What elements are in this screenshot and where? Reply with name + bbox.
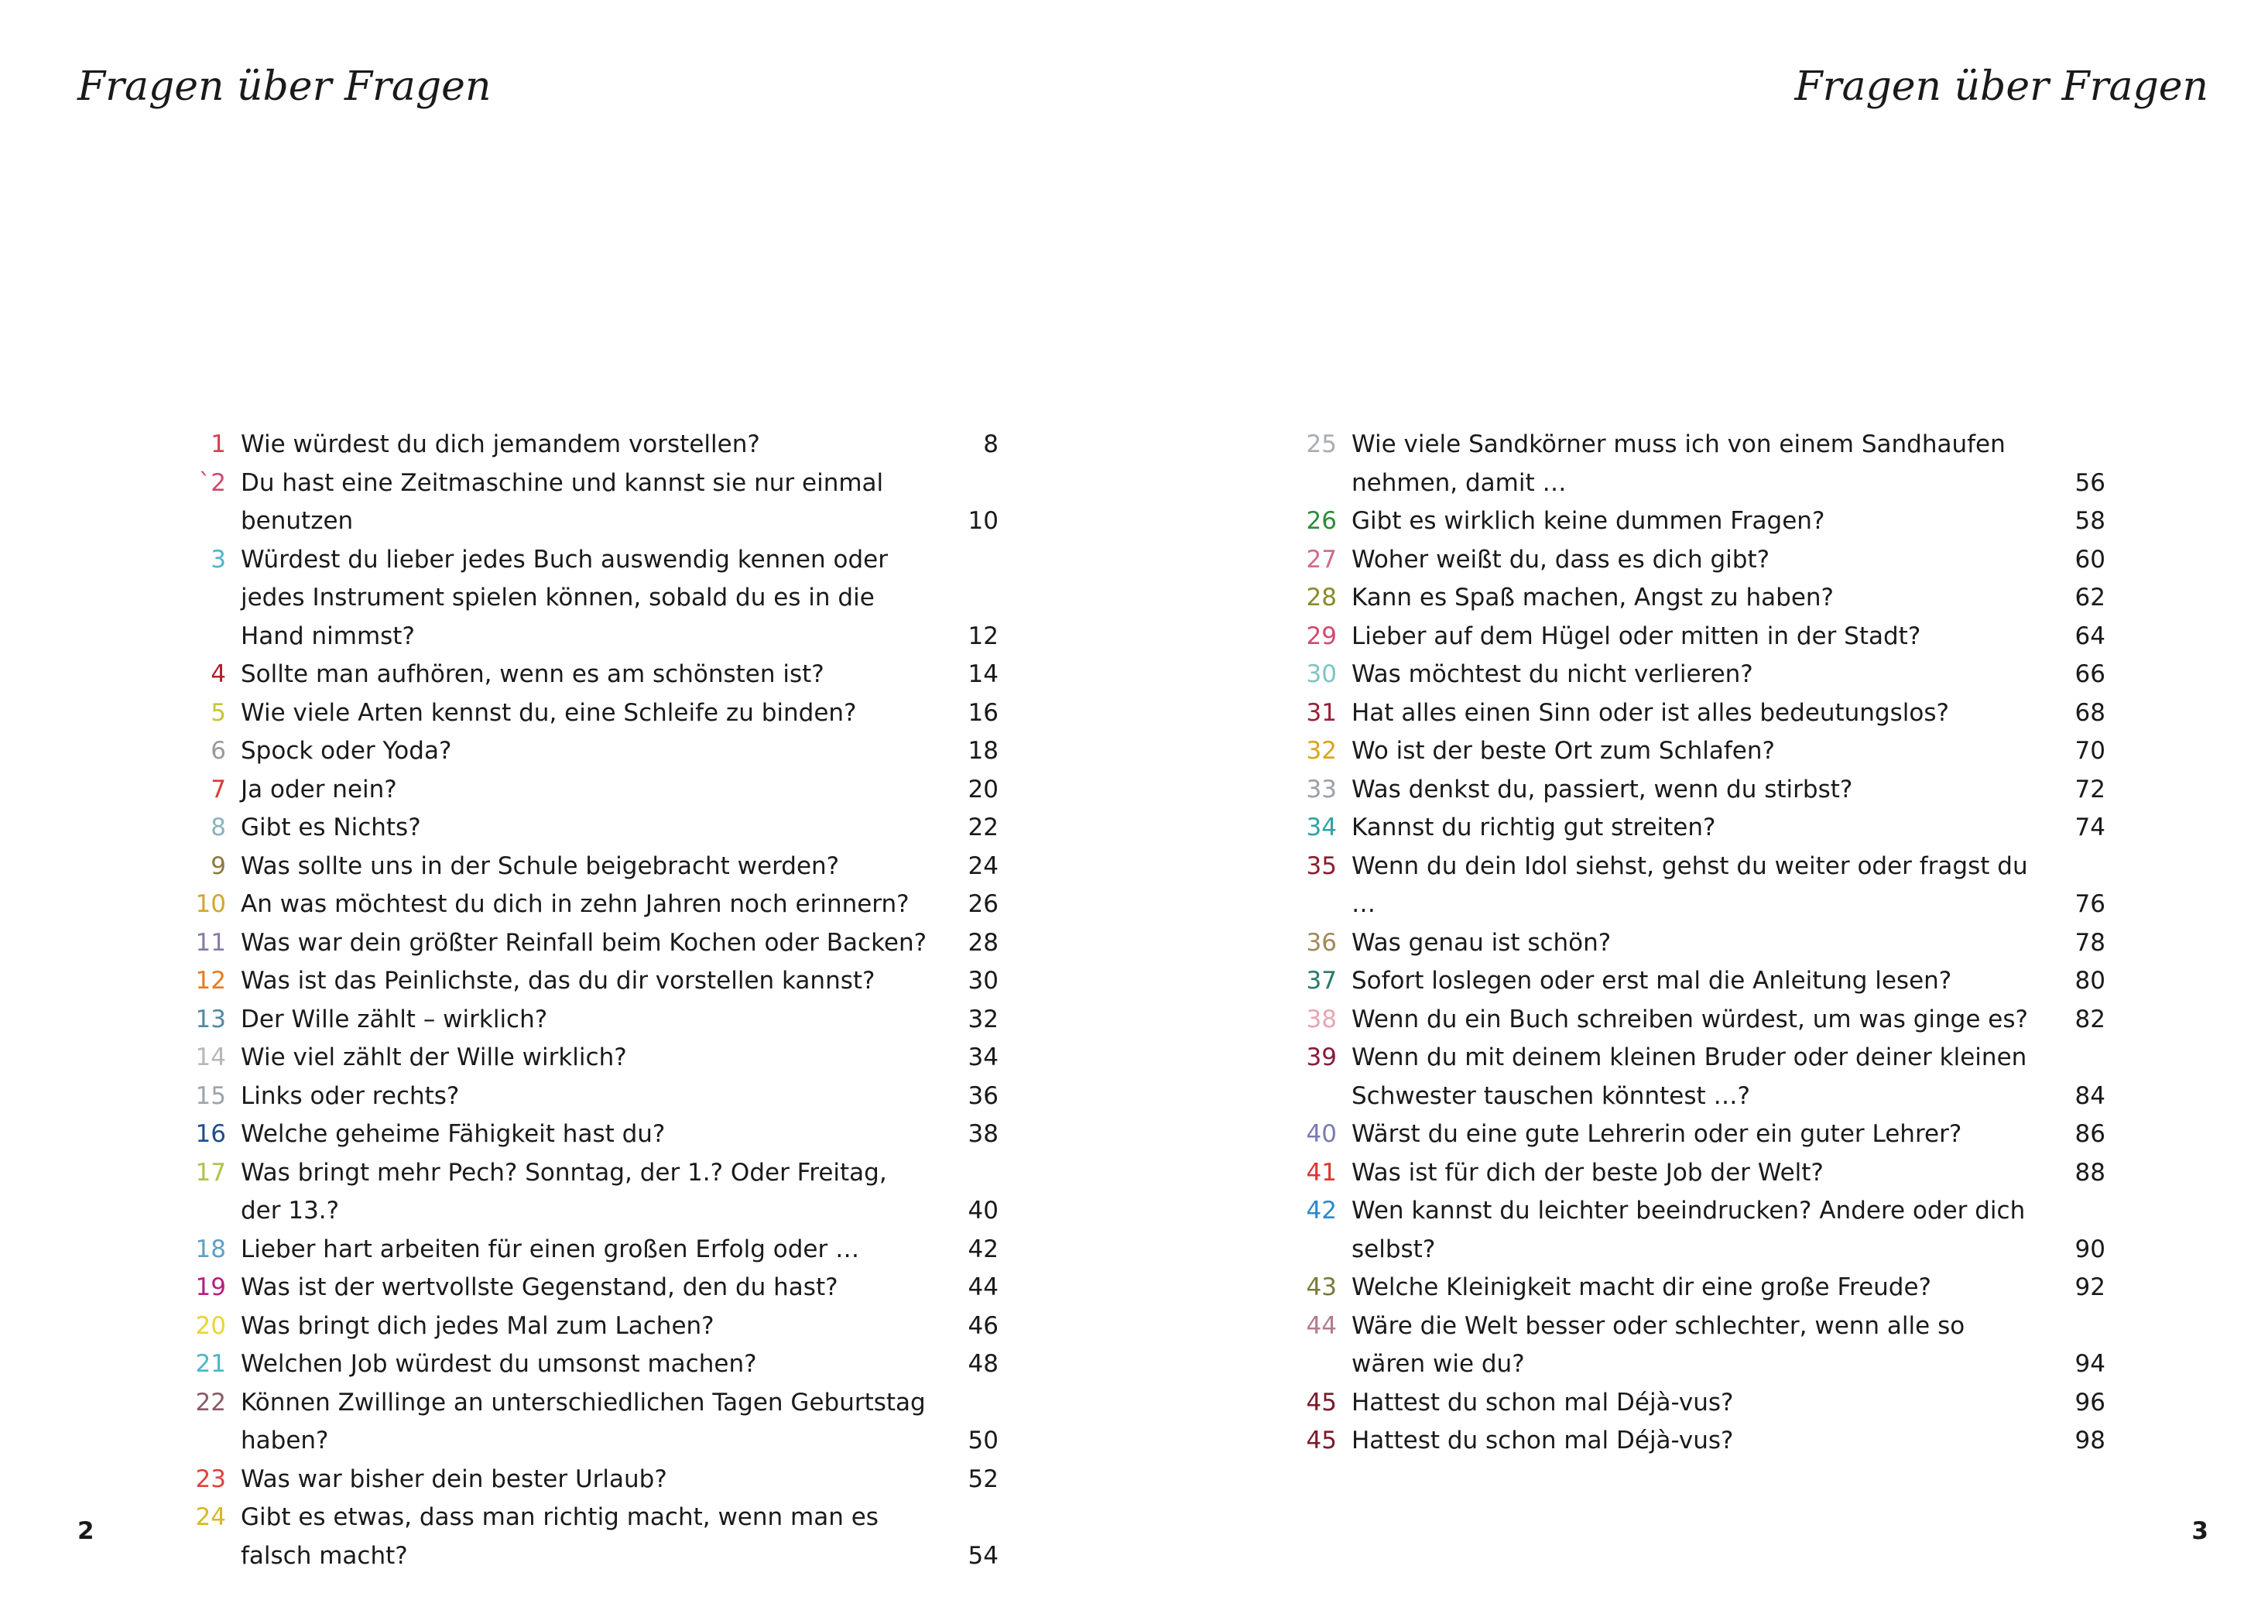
- question-number: 17: [195, 1158, 226, 1187]
- question-text: Der Wille zählt – wirklich?: [241, 1005, 548, 1033]
- question-text: Welche Kleinigkeit macht dir eine große Freude?: [1352, 1273, 1932, 1301]
- page-reference: 26: [968, 890, 999, 918]
- page-reference: 22: [968, 814, 999, 841]
- question-number: 32: [1306, 737, 1337, 765]
- question-text: Was ist für dich der beste Job der Welt?: [1352, 1158, 1824, 1187]
- page-reference: 78: [2074, 928, 2105, 957]
- question-number: 43: [1306, 1273, 1337, 1301]
- page-reference: 38: [968, 1120, 999, 1148]
- toc-entry: [178, 1384, 999, 1461]
- table-of-contents: [1289, 426, 2105, 1461]
- toc-entry: [178, 1269, 999, 1307]
- question-text: Wen kannst du leichter beeindrucken? Andere oder dich selbst?: [1352, 1197, 2026, 1263]
- question-number: 7: [211, 775, 226, 803]
- toc-entry: [1289, 848, 2105, 924]
- toc-entry: [178, 1499, 999, 1575]
- toc-entry: [178, 1461, 999, 1499]
- question-text: Spock oder Yoda?: [241, 737, 452, 765]
- question-text: Was sollte uns in der Schule beigebracht werden?: [241, 851, 840, 880]
- toc-entry: [1289, 809, 2105, 848]
- question-number: 27: [1306, 545, 1337, 574]
- question-text: Hat alles einen Sinn oder ist alles bedeutungslos?: [1352, 698, 1949, 727]
- toc-entry: [1289, 541, 2105, 580]
- question-number: 21: [195, 1350, 226, 1378]
- page-reference: 14: [968, 660, 999, 688]
- question-number: 15: [195, 1081, 226, 1110]
- question-text: Wie viele Sandkörner muss ich von einem Sandhaufen nehmen, damit …: [1352, 430, 2006, 497]
- question-text: Wärst du eine gute Lehrerin oder ein guter Lehrer?: [1352, 1120, 1962, 1148]
- question-number: 39: [1306, 1043, 1337, 1071]
- page-reference: 66: [2074, 660, 2105, 688]
- question-number: 42: [1306, 1197, 1337, 1225]
- toc-entry: [178, 1078, 999, 1116]
- question-text: Woher weißt du, dass es dich gibt?: [1352, 545, 1770, 574]
- question-text: Wenn du mit deinem kleinen Bruder oder deiner kleinen Schwester tauschen könntest …?: [1352, 1043, 2027, 1110]
- toc-entry: [1289, 1154, 2105, 1193]
- question-number: 38: [1306, 1005, 1337, 1033]
- question-text: Welche geheime Fähigkeit hast du?: [241, 1120, 666, 1148]
- question-text: Sollte man aufhören, wenn es am schönsten ist?: [241, 660, 824, 688]
- question-text: Sofort loslegen oder erst mal die Anleitung lesen?: [1352, 967, 1952, 995]
- toc-entry: [178, 732, 999, 771]
- question-number: 36: [1306, 928, 1337, 957]
- question-text: Gibt es wirklich keine dummen Fragen?: [1352, 507, 1825, 535]
- toc-entry: [178, 426, 999, 464]
- page-reference: 10: [968, 507, 999, 535]
- toc-entry: [178, 924, 999, 963]
- page-number: 3: [2191, 1517, 2208, 1545]
- page-reference: 90: [2074, 1235, 2105, 1263]
- question-number: 10: [195, 890, 226, 918]
- question-text: Was bringt mehr Pech? Sonntag, der 1.? Oder Freitag, der 13.?: [241, 1158, 887, 1225]
- page-reference: 62: [2074, 584, 2105, 612]
- toc-entry: [1289, 771, 2105, 810]
- question-text: Was ist das Peinlichste, das du dir vorstellen kannst?: [241, 967, 875, 995]
- page-reference: 64: [2074, 622, 2105, 650]
- toc-entry: [178, 886, 999, 924]
- toc-entry: [1289, 1192, 2105, 1269]
- question-text: Links oder rechts?: [241, 1081, 460, 1110]
- question-number: 6: [211, 737, 226, 765]
- question-text: Welchen Job würdest du umsonst machen?: [241, 1350, 757, 1378]
- question-number: 3: [211, 545, 226, 574]
- question-text: Was möchtest du nicht verlieren?: [1352, 660, 1753, 688]
- toc-entry: [178, 541, 999, 656]
- right-page: [1134, 0, 2268, 1624]
- question-number: 45: [1306, 1427, 1337, 1454]
- question-text: Was war dein größter Reinfall beim Kochen oder Backen?: [241, 928, 927, 957]
- page-reference: 96: [2074, 1388, 2105, 1417]
- question-text: Kann es Spaß machen, Angst zu haben?: [1352, 584, 1835, 612]
- toc-entry: [178, 848, 999, 886]
- question-text: Kannst du richtig gut streiten?: [1352, 814, 1716, 841]
- toc-entry: [1289, 694, 2105, 733]
- question-text: Was genau ist schön?: [1352, 928, 1612, 957]
- toc-entry: [178, 1115, 999, 1154]
- toc-entry: [178, 1039, 999, 1078]
- question-number: 33: [1306, 775, 1337, 803]
- question-text: Würdest du lieber jedes Buch auswendig kennen oder jedes Instrument spielen können, sobald du es in die Hand nimmst?: [241, 545, 888, 650]
- page-reference: 60: [2074, 545, 2105, 574]
- page-reference: 32: [968, 1005, 999, 1033]
- question-number: 30: [1306, 660, 1337, 688]
- question-number: 34: [1306, 814, 1337, 841]
- toc-entry: [1289, 732, 2105, 771]
- question-text: An was möchtest du dich in zehn Jahren noch erinnern?: [241, 890, 910, 918]
- toc-entry: [1289, 656, 2105, 694]
- question-text: Wäre die Welt besser oder schlechter, wenn alle so wären wie du?: [1352, 1311, 1965, 1378]
- question-text: Wenn du dein Idol siehst, gehst du weiter oder fragst du …: [1352, 851, 2028, 918]
- page-title: Fragen über Fragen: [1794, 63, 2208, 110]
- question-number: 44: [1306, 1311, 1337, 1340]
- toc-entry: [178, 1154, 999, 1231]
- question-number: 9: [211, 851, 226, 880]
- question-text: Wenn du ein Buch schreiben würdest, um was ginge es?: [1352, 1005, 2028, 1033]
- page-reference: 36: [968, 1081, 999, 1110]
- page-reference: 40: [968, 1197, 999, 1225]
- toc-entry: [1289, 1422, 2105, 1461]
- page-reference: 56: [2074, 468, 2105, 497]
- question-number: 31: [1306, 698, 1337, 727]
- toc-entry: [1289, 1115, 2105, 1154]
- toc-entry: [178, 962, 999, 1001]
- question-text: Gibt es etwas, dass man richtig macht, wenn man es falsch macht?: [241, 1503, 879, 1570]
- page-reference: 46: [968, 1311, 999, 1340]
- question-number: 26: [1306, 507, 1337, 535]
- question-number: 37: [1306, 967, 1337, 995]
- toc-entry: [178, 809, 999, 848]
- page-reference: 50: [968, 1427, 999, 1454]
- page-reference: 42: [968, 1235, 999, 1263]
- toc-entry: [1289, 1307, 2105, 1384]
- page-reference: 12: [968, 622, 999, 650]
- toc-entry: [1289, 426, 2105, 502]
- question-number: 22: [195, 1388, 226, 1417]
- page-number: 2: [77, 1517, 94, 1545]
- table-of-contents: [178, 426, 999, 1575]
- page-reference: 30: [968, 967, 999, 995]
- question-text: Können Zwillinge an unterschiedlichen Tagen Geburtstag haben?: [241, 1388, 926, 1454]
- question-number: 18: [195, 1235, 226, 1263]
- question-number: 41: [1306, 1158, 1337, 1187]
- question-number: 1: [211, 430, 226, 458]
- toc-entry: [178, 1307, 999, 1346]
- page-reference: 92: [2074, 1273, 2105, 1301]
- question-text: Gibt es Nichts?: [241, 814, 421, 841]
- page-reference: 70: [2074, 737, 2105, 765]
- question-number: 35: [1306, 851, 1337, 880]
- question-number: 25: [1306, 430, 1337, 458]
- page-reference: 58: [2074, 507, 2105, 535]
- page-reference: 16: [968, 698, 999, 727]
- question-text: Was denkst du, passiert, wenn du stirbst?: [1352, 775, 1853, 803]
- page-reference: 18: [968, 737, 999, 765]
- page-reference: 94: [2074, 1350, 2105, 1378]
- page-reference: 74: [2074, 814, 2105, 841]
- question-text: Was ist der wertvollste Gegenstand, den du hast?: [241, 1273, 838, 1301]
- page-reference: 80: [2074, 967, 2105, 995]
- question-number: 20: [195, 1311, 226, 1340]
- toc-entry: [178, 1001, 999, 1040]
- question-text: Du hast eine Zeitmaschine und kannst sie nur einmal benutzen: [241, 468, 884, 535]
- question-text: Lieber auf dem Hügel oder mitten in der Stadt?: [1352, 622, 1921, 650]
- question-text: Was war bisher dein bester Urlaub?: [241, 1465, 667, 1493]
- question-number: 45: [1306, 1388, 1337, 1417]
- page-reference: 34: [968, 1043, 999, 1071]
- page-title: Fragen über Fragen: [77, 63, 492, 110]
- page-reference: 54: [968, 1541, 999, 1570]
- question-text: Ja oder nein?: [241, 775, 397, 803]
- question-number: 12: [195, 967, 226, 995]
- question-text: Hattest du schon mal Déjà-vus?: [1352, 1388, 1734, 1417]
- question-text: Was bringt dich jedes Mal zum Lachen?: [241, 1311, 714, 1340]
- page-reference: 48: [968, 1350, 999, 1378]
- question-number: 5: [211, 698, 226, 727]
- toc-entry: [1289, 502, 2105, 541]
- question-number: 16: [195, 1120, 226, 1148]
- toc-entry: [178, 464, 999, 541]
- question-text: Wo ist der beste Ort zum Schlafen?: [1352, 737, 1775, 765]
- toc-entry: [178, 694, 999, 733]
- page-reference: 20: [968, 775, 999, 803]
- question-text: Wie viele Arten kennst du, eine Schleife zu binden?: [241, 698, 857, 727]
- toc-entry: [1289, 962, 2105, 1001]
- toc-entry: [178, 771, 999, 810]
- question-number: 23: [195, 1465, 226, 1493]
- question-text: Wie würdest du dich jemandem vorstellen?: [241, 430, 760, 458]
- page-reference: 24: [968, 851, 999, 880]
- question-text: Hattest du schon mal Déjà-vus?: [1352, 1427, 1734, 1454]
- page-reference: 98: [2074, 1427, 2105, 1454]
- question-text: Wie viel zählt der Wille wirklich?: [241, 1043, 627, 1071]
- page-reference: 28: [968, 928, 999, 957]
- page-reference: 52: [968, 1465, 999, 1493]
- toc-entry: [1289, 1384, 2105, 1423]
- toc-entry: [1289, 1001, 2105, 1040]
- question-text: Lieber hart arbeiten für einen großen Erfolg oder …: [241, 1235, 860, 1263]
- page-reference: 68: [2074, 698, 2105, 727]
- question-number: 28: [1306, 584, 1337, 612]
- question-number: 24: [195, 1503, 226, 1531]
- page-reference: 86: [2074, 1120, 2105, 1148]
- page-reference: 84: [2074, 1081, 2105, 1110]
- toc-entry: [1289, 1269, 2105, 1307]
- question-number: 40: [1306, 1120, 1337, 1148]
- page-reference: 44: [968, 1273, 999, 1301]
- question-number: 11: [195, 928, 226, 957]
- page-reference: 76: [2074, 890, 2105, 918]
- toc-entry: [1289, 924, 2105, 963]
- question-number: 13: [195, 1005, 226, 1033]
- page-reference: 72: [2074, 775, 2105, 803]
- question-number: 8: [211, 814, 226, 841]
- toc-entry: [178, 656, 999, 694]
- page-reference: 88: [2074, 1158, 2105, 1187]
- question-number: `2: [198, 468, 226, 497]
- toc-entry: [178, 1345, 999, 1384]
- page-reference: 8: [983, 430, 999, 458]
- question-number: 29: [1306, 622, 1337, 650]
- toc-entry: [1289, 579, 2105, 618]
- question-number: 4: [211, 660, 226, 688]
- question-number: 19: [195, 1273, 226, 1301]
- toc-entry: [178, 1231, 999, 1269]
- toc-entry: [1289, 1039, 2105, 1115]
- question-number: 14: [195, 1043, 226, 1071]
- toc-entry: [1289, 618, 2105, 656]
- page-reference: 82: [2074, 1005, 2105, 1033]
